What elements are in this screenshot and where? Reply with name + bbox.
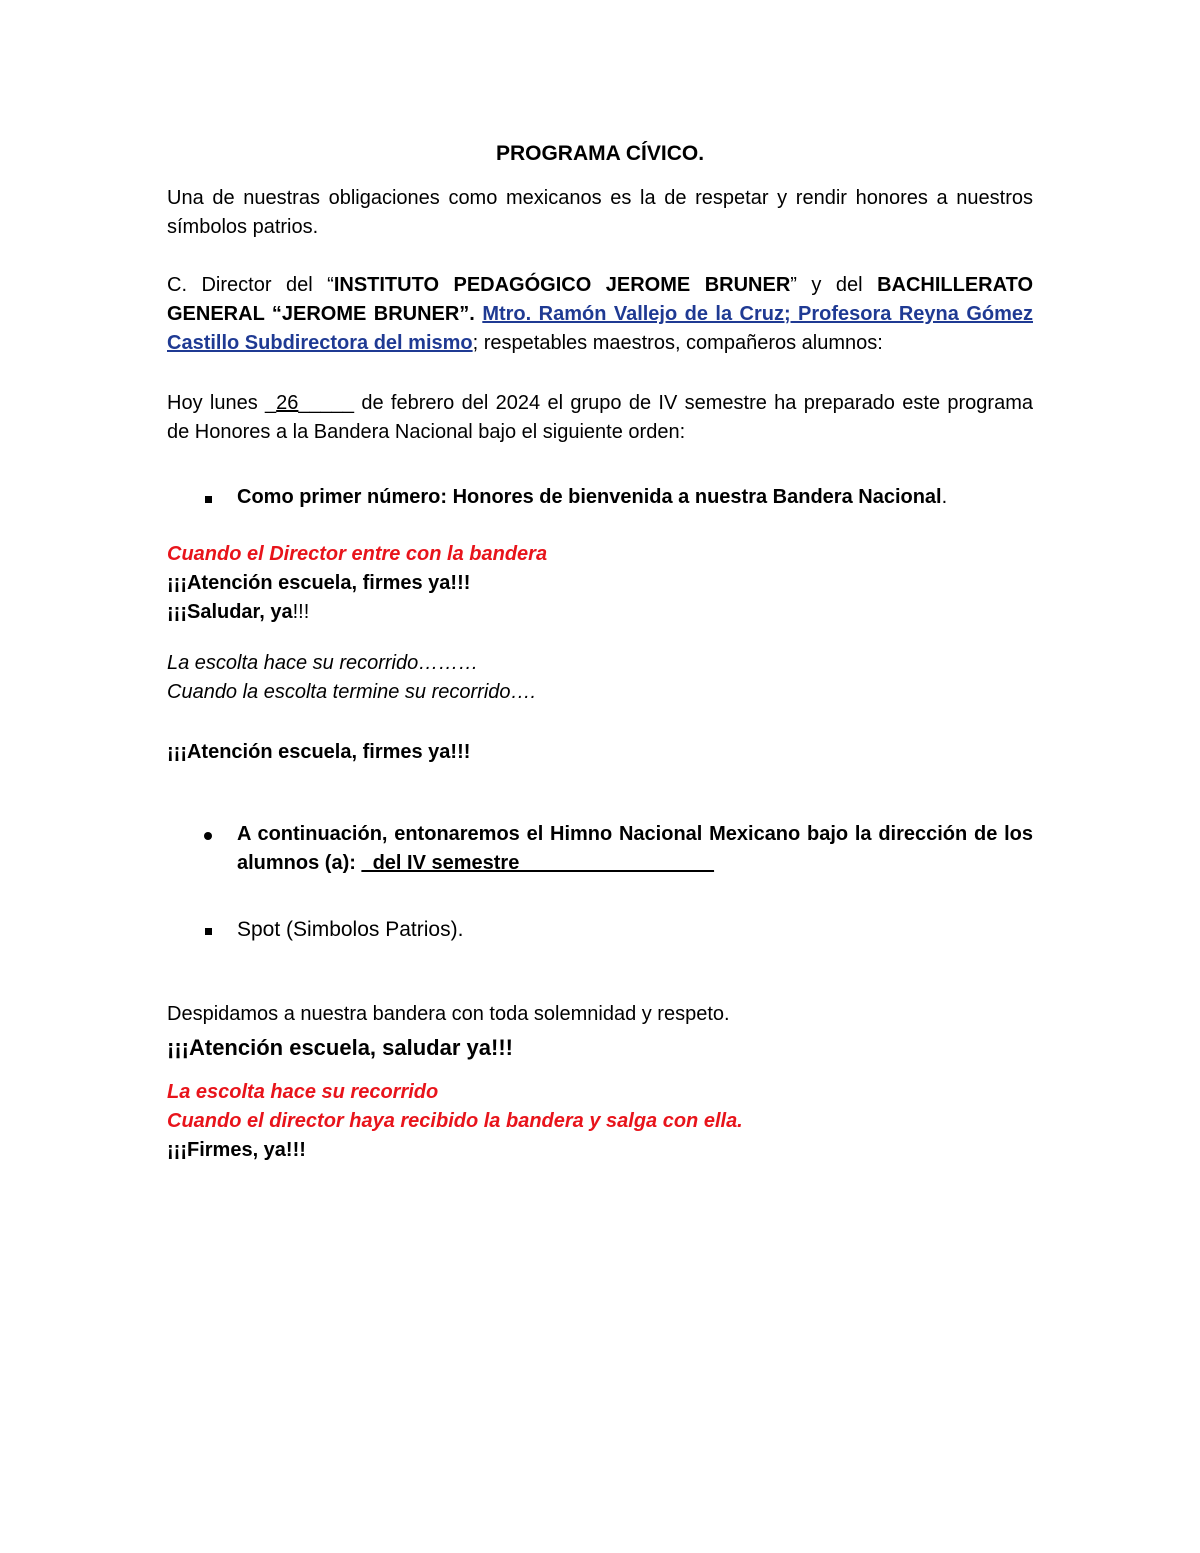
escolta-line-1: La escolta hace su recorrido……… <box>167 652 479 674</box>
first-item-text: Como primer número: Honores de bienvenida a nuestra Bandera Nacional <box>237 486 942 508</box>
today-suffix: _____ de febrero del 2024 el grupo de IV semestre ha preparado este programa de Honores a la Bandera Nacional bajo el siguiente orden: <box>167 392 1033 443</box>
welcome-command-3: ¡¡¡Atención escuela, firmes ya!!! <box>167 741 471 763</box>
today-prefix: Hoy lunes _ <box>167 392 277 414</box>
today-day: 26 <box>276 392 299 414</box>
welcome-command-1: ¡¡¡Atención escuela, firmes ya!!! <box>167 572 471 594</box>
spot-text: Spot (Simbolos Patrios). <box>237 918 464 941</box>
director-mid: ” y del <box>790 274 878 296</box>
welcome-command-2-end: !!! <box>292 601 310 623</box>
first-item-end: . <box>941 486 948 508</box>
bachillerato-name: BACHILLERATO GENERAL “JEROME BRUNER”. <box>167 274 1033 325</box>
directors-link[interactable]: Mtro. Ramón Vallejo de la Cruz; Profesora Reyna Gómez Castillo Subdirectora del mismo <box>167 303 1033 354</box>
square-bullet-icon <box>201 483 215 512</box>
anthem-underlined: _del IV semestre _________________ <box>361 852 714 874</box>
director-suffix: ; respetables maestros, compañeros alumnos: <box>472 332 883 354</box>
today-paragraph <box>167 389 1033 447</box>
director-paragraph <box>167 271 1033 358</box>
final-command: ¡¡¡Firmes, ya!!! <box>167 1139 306 1161</box>
dot-bullet-icon <box>201 820 215 849</box>
final-instruction-1: La escolta hace su recorrido <box>167 1081 439 1103</box>
intro-paragraph <box>167 184 1033 242</box>
anthem-text: A continuación, entonaremos el Himno Nacional Mexicano bajo la dirección de los alumnos (a): <box>237 823 1033 874</box>
square-bullet-icon <box>201 915 215 944</box>
welcome-command-2: ¡¡¡Saludar, ya <box>167 601 293 623</box>
farewell-command: ¡¡¡Atención escuela, saludar ya!!! <box>167 1035 513 1060</box>
farewell-section <box>167 1000 1033 1062</box>
escolta-line-2: Cuando la escolta termine su recorrido…. <box>167 681 537 703</box>
command-3-section <box>167 738 1033 767</box>
welcome-section <box>167 540 1033 627</box>
escolta-section <box>167 649 1033 707</box>
final-instruction-2: Cuando el director haya recibido la bandera y salga con ella. <box>167 1110 743 1132</box>
welcome-instruction: Cuando el Director entre con la bandera <box>167 543 548 565</box>
intro-text: Una de nuestras obligaciones como mexicanos es la de respetar y rendir honores a nuestros símbolos patrios. <box>167 187 1033 238</box>
final-section <box>167 1078 1033 1165</box>
farewell-text: Despidamos a nuestra bandera con toda solemnidad y respeto. <box>167 1003 730 1025</box>
page-title: PROGRAMA CÍVICO. <box>495 142 705 165</box>
institute-name: INSTITUTO PEDAGÓGICO JEROME BRUNER <box>333 274 791 296</box>
director-prefix: C. Director del “ <box>167 274 334 296</box>
